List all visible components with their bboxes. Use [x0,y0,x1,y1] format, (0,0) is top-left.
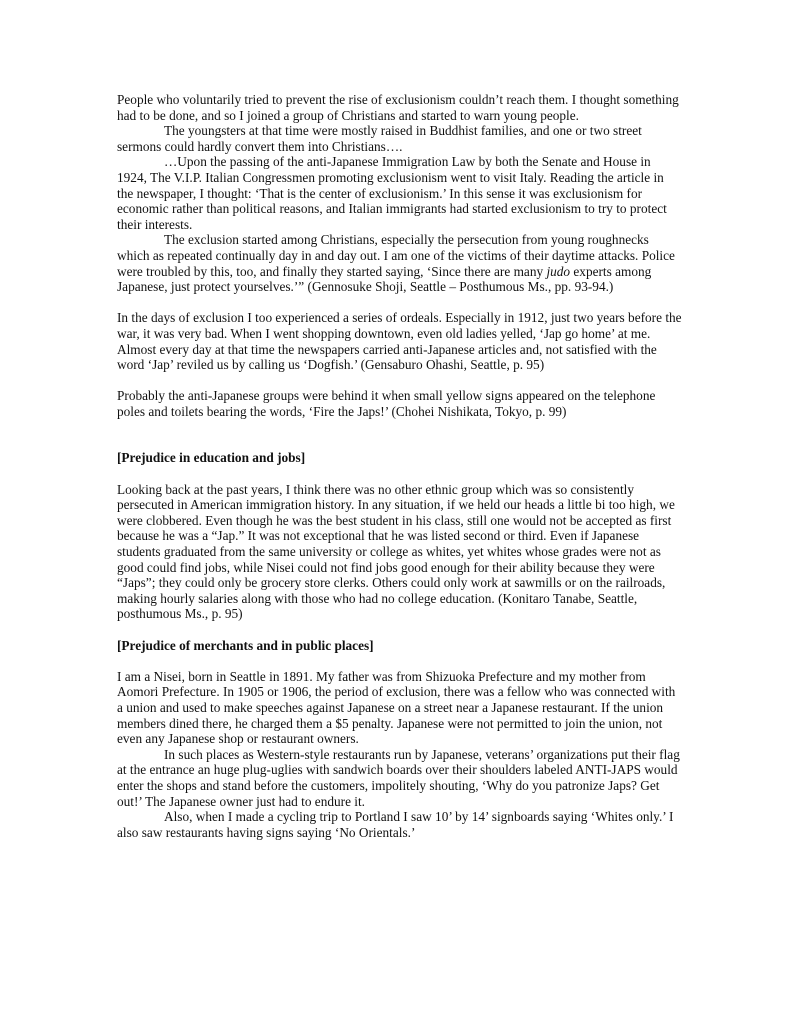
paragraph: In such places as Western-style restaurants run by Japanese, veterans’ organizations put their flag at the entrance an huge plug-uglies with sandwich boards over their shoulders labeled ANTI-JAPS would enter the shops and stand before the customers, impolitely shouting, ‘Why do you patronize Japs? Get out!’ The Japanese owner just had to endure it. [117,746,680,809]
section-heading: [Prejudice in education and jobs] [117,450,306,466]
paragraph: In the days of exclusion I too experienced a series of ordeals. Especially in 1912, just two years before the war, it was very bad. When I went shopping downtown, even old ladies yelled, ‘Jap go home’ at me. Almost every day at that time the newspapers carried anti-Japanese articles and, not satisfied with the word ‘Jap’ reviled us by calling us ‘Dogfish.’ (Gensaburo Ohashi, Seattle, p. 95) [117,310,682,373]
paragraph-text: experts among Japanese, just protect yourselves.’” (Gennosuke Shoji, Seattle – Posthumous Ms., pp. 93-94.) [117,263,652,295]
document-page [117,92,683,840]
paragraph [117,232,683,294]
paragraph: I am a Nisei, born in Seattle in 1891. My father was from Shizuoka Prefecture and my mother from Aomori Prefecture. In 1905 or 1906, the period of exclusion, there was a fellow who was connected with a union and used to make speeches against Japanese on a street near a Japanese restaurant. If the union members dined there, he charged them a $5 penalty. Japanese were not permitted to join the union, not even any Japanese shop or restaurant owners. [117,668,676,747]
paragraph-text: The exclusion started among Christians, especially the persecution from young roughnecks which as repeated continually day in and day out. I am one of the victims of their daytime attacks. Police were troubled by this, too, and finally they started saying, ‘Since there are many [117,232,675,279]
italic-term: judo [546,263,571,279]
paragraph: People who voluntarily tried to prevent the rise of exclusionism couldn’t reach them. I thought something had to be done, and so I joined a group of Christians and started to warn young people. [117,92,679,123]
paragraph: Also, when I made a cycling trip to Portland I saw 10’ by 14’ signboards saying ‘Whites only.’ I also saw restaurants having signs saying ‘No Orientals.’ [117,809,674,840]
paragraph: Probably the anti-Japanese groups were behind it when small yellow signs appeared on the telephone poles and toilets bearing the words, ‘Fire the Japs!’ (Chohei Nishikata, Tokyo, p. 99) [117,388,656,419]
paragraph: …Upon the passing of the anti-Japanese Immigration Law by both the Senate and House in 1924, The V.I.P. Italian Congressmen promoting exclusionism went to visit Italy. Reading the article in the newspaper, I thought: ‘That is the center of exclusionism.’ In this sense it was exclusionism for economic rather than political reasons, and Italian immigrants had started exclusionism to try to protect their interests. [117,154,667,232]
paragraph: The youngsters at that time were mostly raised in Buddhist families, and one or two street sermons could hardly convert them into Christians…. [117,123,642,154]
paragraph: Looking back at the past years, I think there was no other ethnic group which was so consistently persecuted in American immigration history. In any situation, if we held our heads a little bi too high, we were clobbered. Even though he was the best student in his class, still one would not be accepted as first because he was a “Jap.” It was not exceptional that he was listed second or third. Even if Japanese students graduated from the same university or college as whites, yet whites whose grades were not as good could find jobs, while Nisei could not find jobs good enough for their ability because they were “Japs”; they could only be grocery store clerks. Others could only work at sawmills or on the railroads, making hourly salaries along with those who had no college education. (Konitaro Tanabe, Seattle, posthumous Ms., p. 95) [117,481,675,622]
section-heading: [Prejudice of merchants and in public places] [117,637,374,653]
